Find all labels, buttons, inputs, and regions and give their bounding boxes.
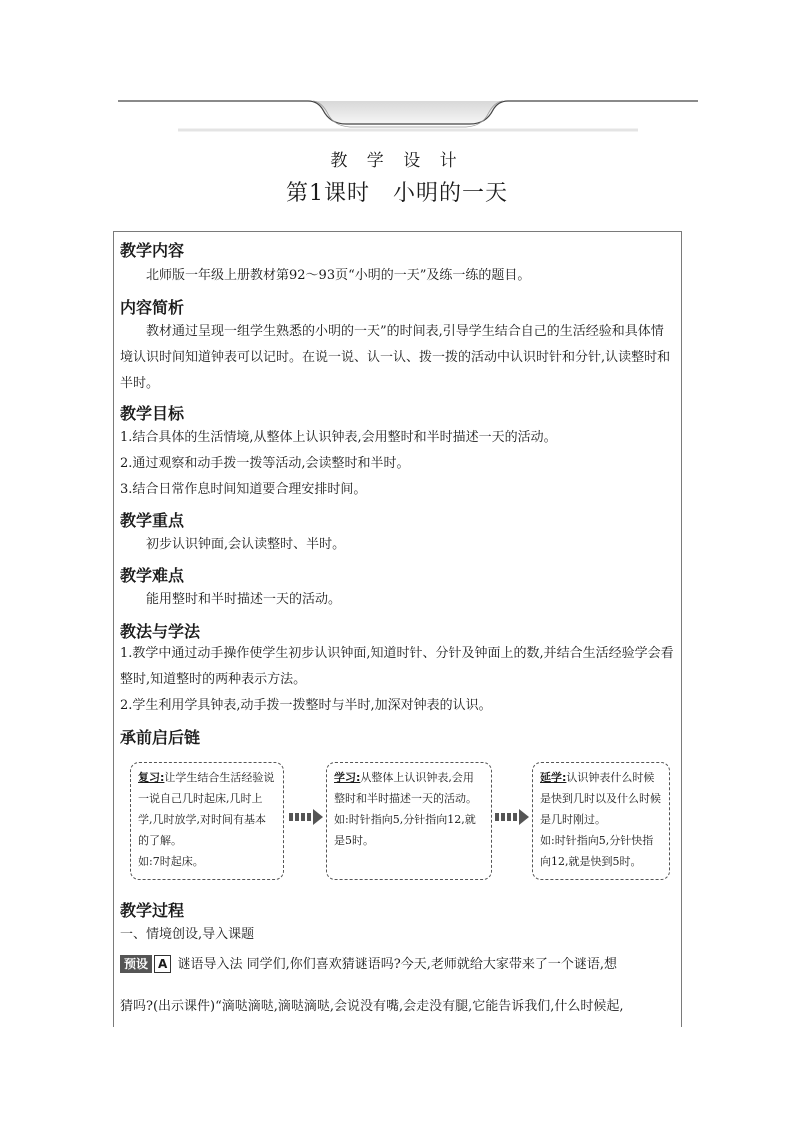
doc-subtitle: 教 学 设 计 [330, 151, 464, 171]
section-heading-key-point: 教学重点 [120, 511, 185, 530]
section-heading-method: 教法与学法 [120, 622, 201, 641]
extend-box [532, 762, 670, 880]
option-tag: A [154, 955, 171, 973]
preset-tag: 预设 [120, 955, 152, 973]
goal-item-2: 2.通过观察和动手拨一拨等活动,会读整时和半时。 [120, 456, 410, 471]
chain-flow [130, 762, 670, 884]
section-heading-goals: 教学目标 [120, 404, 185, 423]
goal-item-1: 1.结合具体的生活情境,从整体上认识钟表,会用整时和半时描述一天的活动。 [120, 430, 557, 445]
flow-arrow-icon [494, 808, 530, 826]
section-heading-process: 教学过程 [120, 901, 185, 920]
extend-label: 延学: [540, 771, 567, 784]
key-point-text: 初步认识钟面,会认读整时、半时。 [146, 537, 346, 552]
method-item-2: 2.学生利用学具钟表,动手拨一拨整时与半时,加深对钟表的认识。 [120, 698, 492, 713]
review-label: 复习: [138, 771, 165, 784]
review-box [130, 762, 284, 880]
review-text: 让学生结合生活经验说一说自己几时起床,几时上学,几时放学,对时间有基本的了解。 [138, 771, 275, 847]
content-text: 北师版一年级上册教材第92～93页“小明的一天”及练一练的题目。 [146, 268, 531, 283]
process-text-2: 猜吗?(出示课件)“滴哒滴哒,滴哒滴哒,会说没有嘴,会走没有腿,它能告诉我们,什么时候起, [120, 999, 624, 1014]
header-ornament [118, 94, 698, 134]
extend-example: 如:时针指向5,分针快指向12,就是快到5时。 [540, 834, 654, 868]
learn-box [326, 762, 492, 880]
review-example: 如:7时起床。 [138, 855, 204, 868]
flow-arrow-icon [288, 808, 324, 826]
difficulty-text: 能用整时和半时描述一天的活动。 [146, 592, 342, 607]
section-heading-chain: 承前启后链 [120, 728, 201, 747]
lesson-title: 第1课时 小明的一天 [286, 181, 508, 206]
learn-label: 学习: [334, 771, 361, 784]
process-paragraph-line-1 [120, 952, 676, 978]
process-step-1: 一、情境创设,导入课题 [120, 927, 255, 942]
section-heading-difficulty: 教学难点 [120, 566, 185, 585]
method-item-1: 1.教学中通过动手操作使学生初步认识钟面,知道时针、分针及钟面上的数,并结合生活经验学会看整时,知道整时的两种表示方法。 [120, 646, 674, 687]
section-heading-summary: 内容简析 [120, 298, 185, 317]
learn-text: 从整体上认识钟表,会用整时和半时描述一天的活动。如:时针指向5,分针指向12,就是5时。 [334, 771, 477, 847]
summary-text: 教材通过呈现一组学生熟悉的小明的一天”的时间表,引导学生结合自己的生活经验和具体情境认识时间知道钟表可以记时。在说一说、认一认、拨一拨的活动中认识时针和分针,认读整时和半时。 [120, 324, 671, 391]
extend-text: 认识钟表什么时候是快到几时以及什么时候是几时刚过。 [540, 771, 661, 826]
process-text-1: 谜语导入法 同学们,你们喜欢猜谜语吗?今天,老师就给大家带来了一个谜语,想 [177, 957, 617, 972]
section-heading-content: 教学内容 [120, 241, 185, 260]
goal-item-3: 3.结合日常作息时间知道要合理安排时间。 [120, 482, 367, 497]
